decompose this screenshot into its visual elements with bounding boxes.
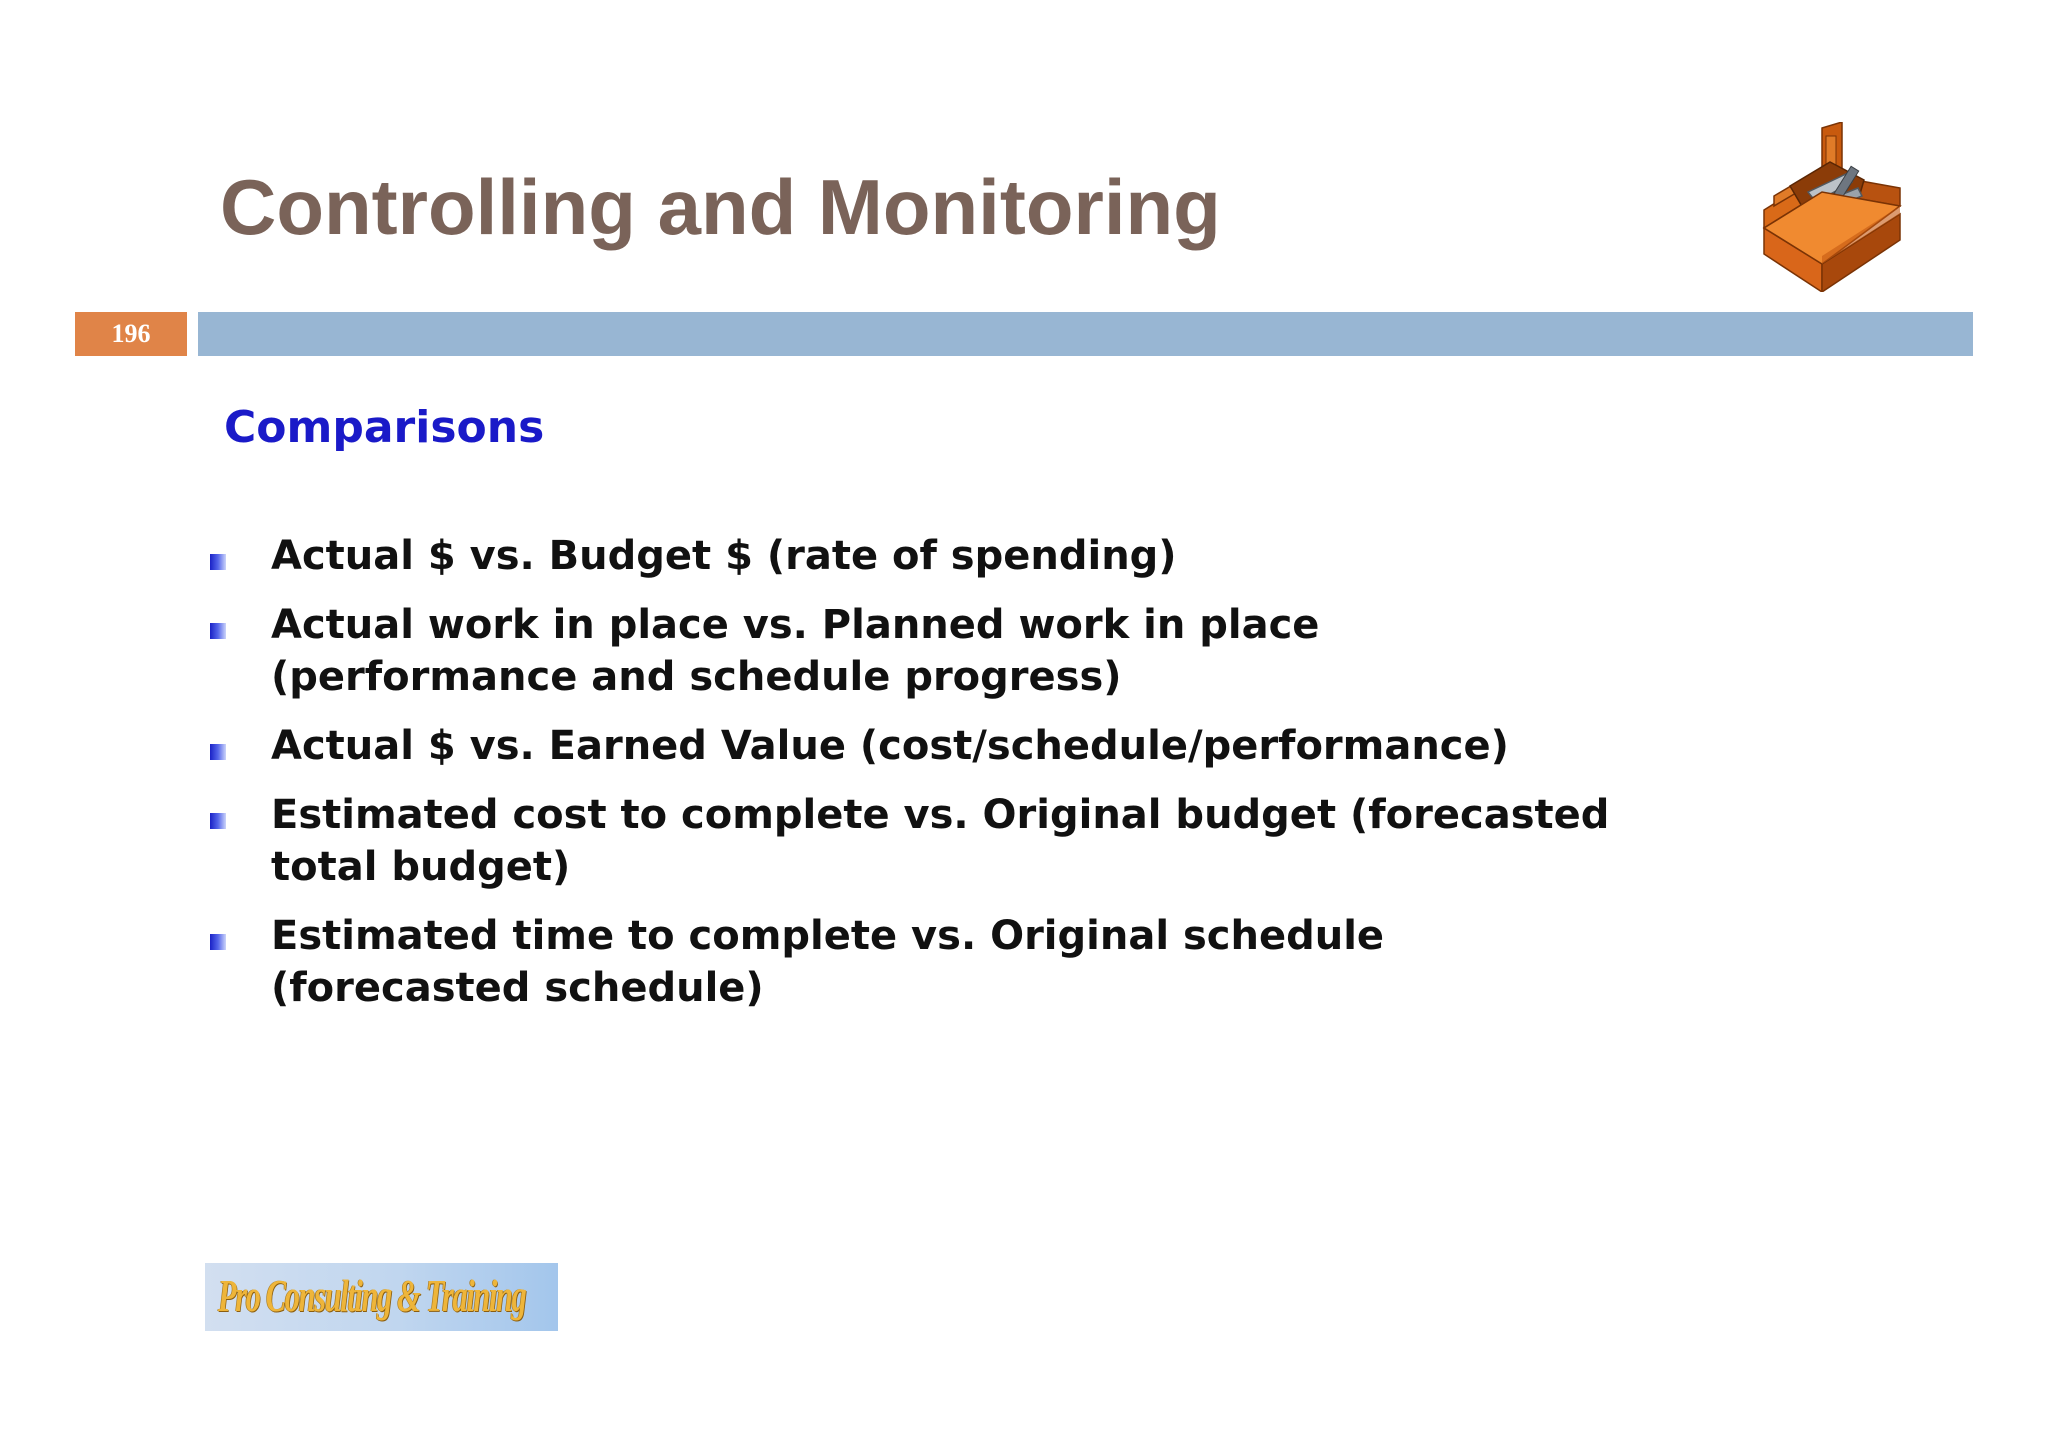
list-item-text: Actual $ vs. Budget $ (rate of spending): [271, 533, 1177, 579]
square-bullet-icon: [210, 623, 226, 639]
square-bullet-icon: [210, 554, 226, 570]
company-logo: [205, 1263, 558, 1331]
comparison-list: [208, 530, 1628, 1031]
list-item-text: Estimated time to complete vs. Original schedule (forecasted schedule): [271, 913, 1385, 1011]
square-bullet-icon: [210, 744, 226, 760]
list-item-text: Estimated cost to complete vs. Original budget (forecasted total budget): [271, 792, 1610, 890]
square-bullet-icon: [210, 813, 226, 829]
section-subtitle: Comparisons: [224, 402, 545, 453]
toolbox-icon: [1760, 122, 1910, 292]
page-number: 196: [75, 312, 187, 356]
list-item: [208, 789, 1628, 893]
company-logo-text: Pro Consulting & Training: [218, 1270, 526, 1321]
list-item-text: Actual work in place vs. Planned work in place (performance and schedule progress): [271, 602, 1320, 700]
list-item: [208, 530, 1628, 582]
list-item: [208, 599, 1628, 703]
square-bullet-icon: [210, 934, 226, 950]
list-item: [208, 910, 1628, 1014]
list-item: [208, 720, 1628, 772]
header-divider-bar: [198, 312, 1973, 356]
slide-title: Controlling and Monitoring: [220, 163, 1221, 251]
list-item-text: Actual $ vs. Earned Value (cost/schedule/performance): [271, 723, 1509, 769]
